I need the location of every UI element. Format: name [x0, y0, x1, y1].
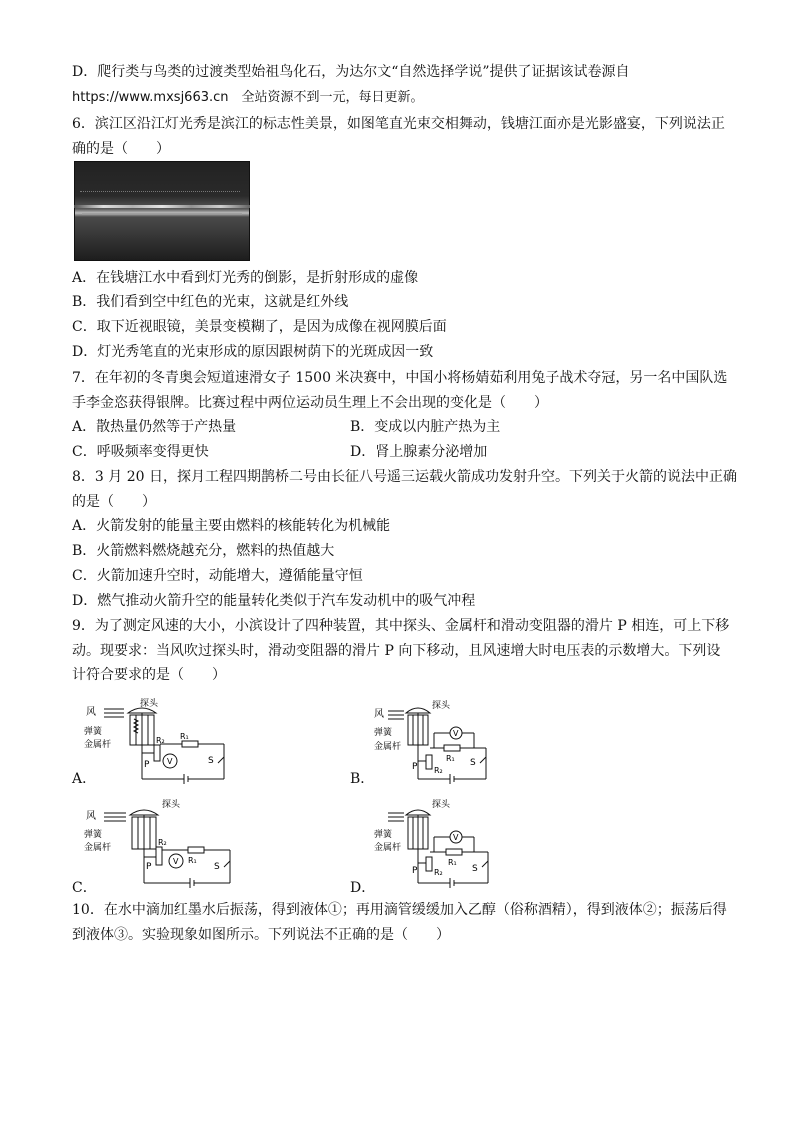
- wind-label: 风: [86, 811, 96, 822]
- q6-stem-line1: 6．滨江区沿江灯光秀是滨江的标志性美景，如图笔直光束交相舞动，钱塘江面亦是光影盛宴，下列说法正: [72, 116, 725, 132]
- q7-option-c: C．呼吸频率变得更快: [72, 444, 209, 460]
- q7-option-a: A．散热量仍然等于产热量: [72, 419, 237, 435]
- voltmeter-label: V: [167, 757, 173, 766]
- switch-label: S: [470, 758, 476, 768]
- r2-label: R₂: [156, 736, 165, 745]
- q7-option-b: B．变成以内脏产热为主: [350, 419, 501, 435]
- q6-option-a: A．在钱塘江水中看到灯光秀的倒影，是折射形成的虚像: [72, 270, 419, 286]
- q8-option-a: A．火箭发射的能量主要由燃料的核能转化为机械能: [72, 518, 391, 534]
- r1-label: R₁: [446, 754, 455, 763]
- r1-label: R₁: [448, 858, 457, 867]
- circuit-diagram-c: [84, 795, 254, 890]
- q8-option-c: C．火箭加速升空时，动能增大，遵循能量守恒: [72, 568, 363, 584]
- p-label: P: [144, 760, 150, 770]
- q8-option-b: B．火箭燃料燃烧越充分，燃料的热值越大: [72, 543, 335, 559]
- q9-stem-line1: 9．为了测定风速的大小，小滨设计了四种装置，其中探头、金属杆和滑动变阻器的滑片 P 相连，可上下移: [72, 618, 730, 634]
- q10-stem-line2: 到液体③。实验现象如图所示。下列说法不正确的是（ ）: [72, 927, 450, 943]
- switch-label: S: [208, 756, 214, 766]
- q9-label-d: D．: [350, 880, 376, 896]
- q9-label-c: C．: [72, 880, 97, 896]
- q9-label-a: A．: [72, 771, 97, 787]
- q10-stem-line1: 10．在水中滴加红墨水后振荡，得到液体①；再用滴管缓缓加入乙醇（俗称酒精），得到液体②；振荡后得: [72, 902, 727, 918]
- r1-label: R₁: [188, 856, 197, 865]
- q9-label-b: B．: [350, 771, 375, 787]
- spring-label: 弹簧: [374, 728, 393, 738]
- rod-label: 金属杆: [84, 740, 112, 750]
- r2-label: R₂: [434, 766, 443, 775]
- q6-option-c: C．取下近视眼镜，美景变模糊了，是因为成像在视网膜后面: [72, 319, 447, 335]
- r2-label: R₂: [434, 868, 443, 877]
- q8-option-d: D．燃气推动火箭升空的能量转化类似于汽车发动机中的吸气冲程: [72, 593, 476, 609]
- p-label: P: [412, 762, 418, 772]
- q6-stem-line2: 确的是（ ）: [72, 141, 170, 157]
- probe-label: 探头: [140, 699, 159, 709]
- q8-stem-line1: 8．3 月 20 日，探月工程四期鹊桥二号由长征八号遥三运载火箭成功发射升空。下列关于火箭的说法中正确: [72, 469, 737, 485]
- spring-label: 弹簧: [84, 727, 103, 737]
- circuit-diagram-d: [374, 795, 514, 890]
- rod-label: 金属杆: [374, 742, 402, 752]
- r2-label: R₂: [158, 838, 167, 847]
- spring-label: 弹簧: [84, 830, 103, 840]
- q5-option-d: D．爬行类与鸟类的过渡类型始祖鸟化石，为达尔文“自然选择学说”提供了证据该试卷源自: [72, 64, 630, 80]
- q6-option-b: B．我们看到空中红色的光束，这就是红外线: [72, 294, 349, 310]
- q9-stem-line2: 动。现要求：当风吹过探头时，滑动变阻器的滑片 P 向下移动，且风速增大时电压表的示数增大。下列设: [72, 643, 721, 659]
- voltmeter-label: V: [453, 729, 459, 738]
- wind-label: 风: [374, 709, 384, 720]
- p-label: P: [412, 866, 418, 876]
- probe-label: 探头: [162, 800, 181, 810]
- q9-stem-line3: 计符合要求的是（ ）: [72, 667, 226, 683]
- q8-stem-line2: 的是（ ）: [72, 494, 156, 510]
- q7-stem-line2: 手李金恣获得银牌。比赛过程中两位运动员生理上不会出现的变化是（ ）: [72, 395, 548, 411]
- probe-label: 探头: [432, 800, 451, 810]
- r1-label: R₁: [180, 732, 189, 741]
- q7-option-d: D．肾上腺素分泌增加: [350, 444, 488, 460]
- switch-label: S: [214, 862, 220, 872]
- voltmeter-label: V: [453, 833, 459, 842]
- spring-label: 弹簧: [374, 830, 393, 840]
- p-label: P: [146, 862, 152, 872]
- circuit-diagram-a: [84, 697, 254, 787]
- light-show-photo: [74, 161, 250, 261]
- wind-label: 风: [86, 707, 96, 718]
- probe-label: 探头: [432, 701, 451, 711]
- rod-label: 金属杆: [374, 843, 402, 853]
- voltmeter-label: V: [173, 857, 179, 866]
- switch-label: S: [472, 864, 478, 874]
- q7-stem-line1: 7．在年初的冬青奥会短道速滑女子 1500 米决赛中，中国小将杨婧茹利用兔子战术夺冠，另一名中国队选: [72, 370, 728, 386]
- site-line: https://www.mxsj663.cn 全站资源不到一元，每日更新。: [72, 90, 424, 105]
- rod-label: 金属杆: [84, 843, 112, 853]
- circuit-diagram-b: [374, 697, 514, 787]
- q6-option-d: D．灯光秀笔直的光束形成的原因跟树荫下的光斑成因一致: [72, 344, 434, 360]
